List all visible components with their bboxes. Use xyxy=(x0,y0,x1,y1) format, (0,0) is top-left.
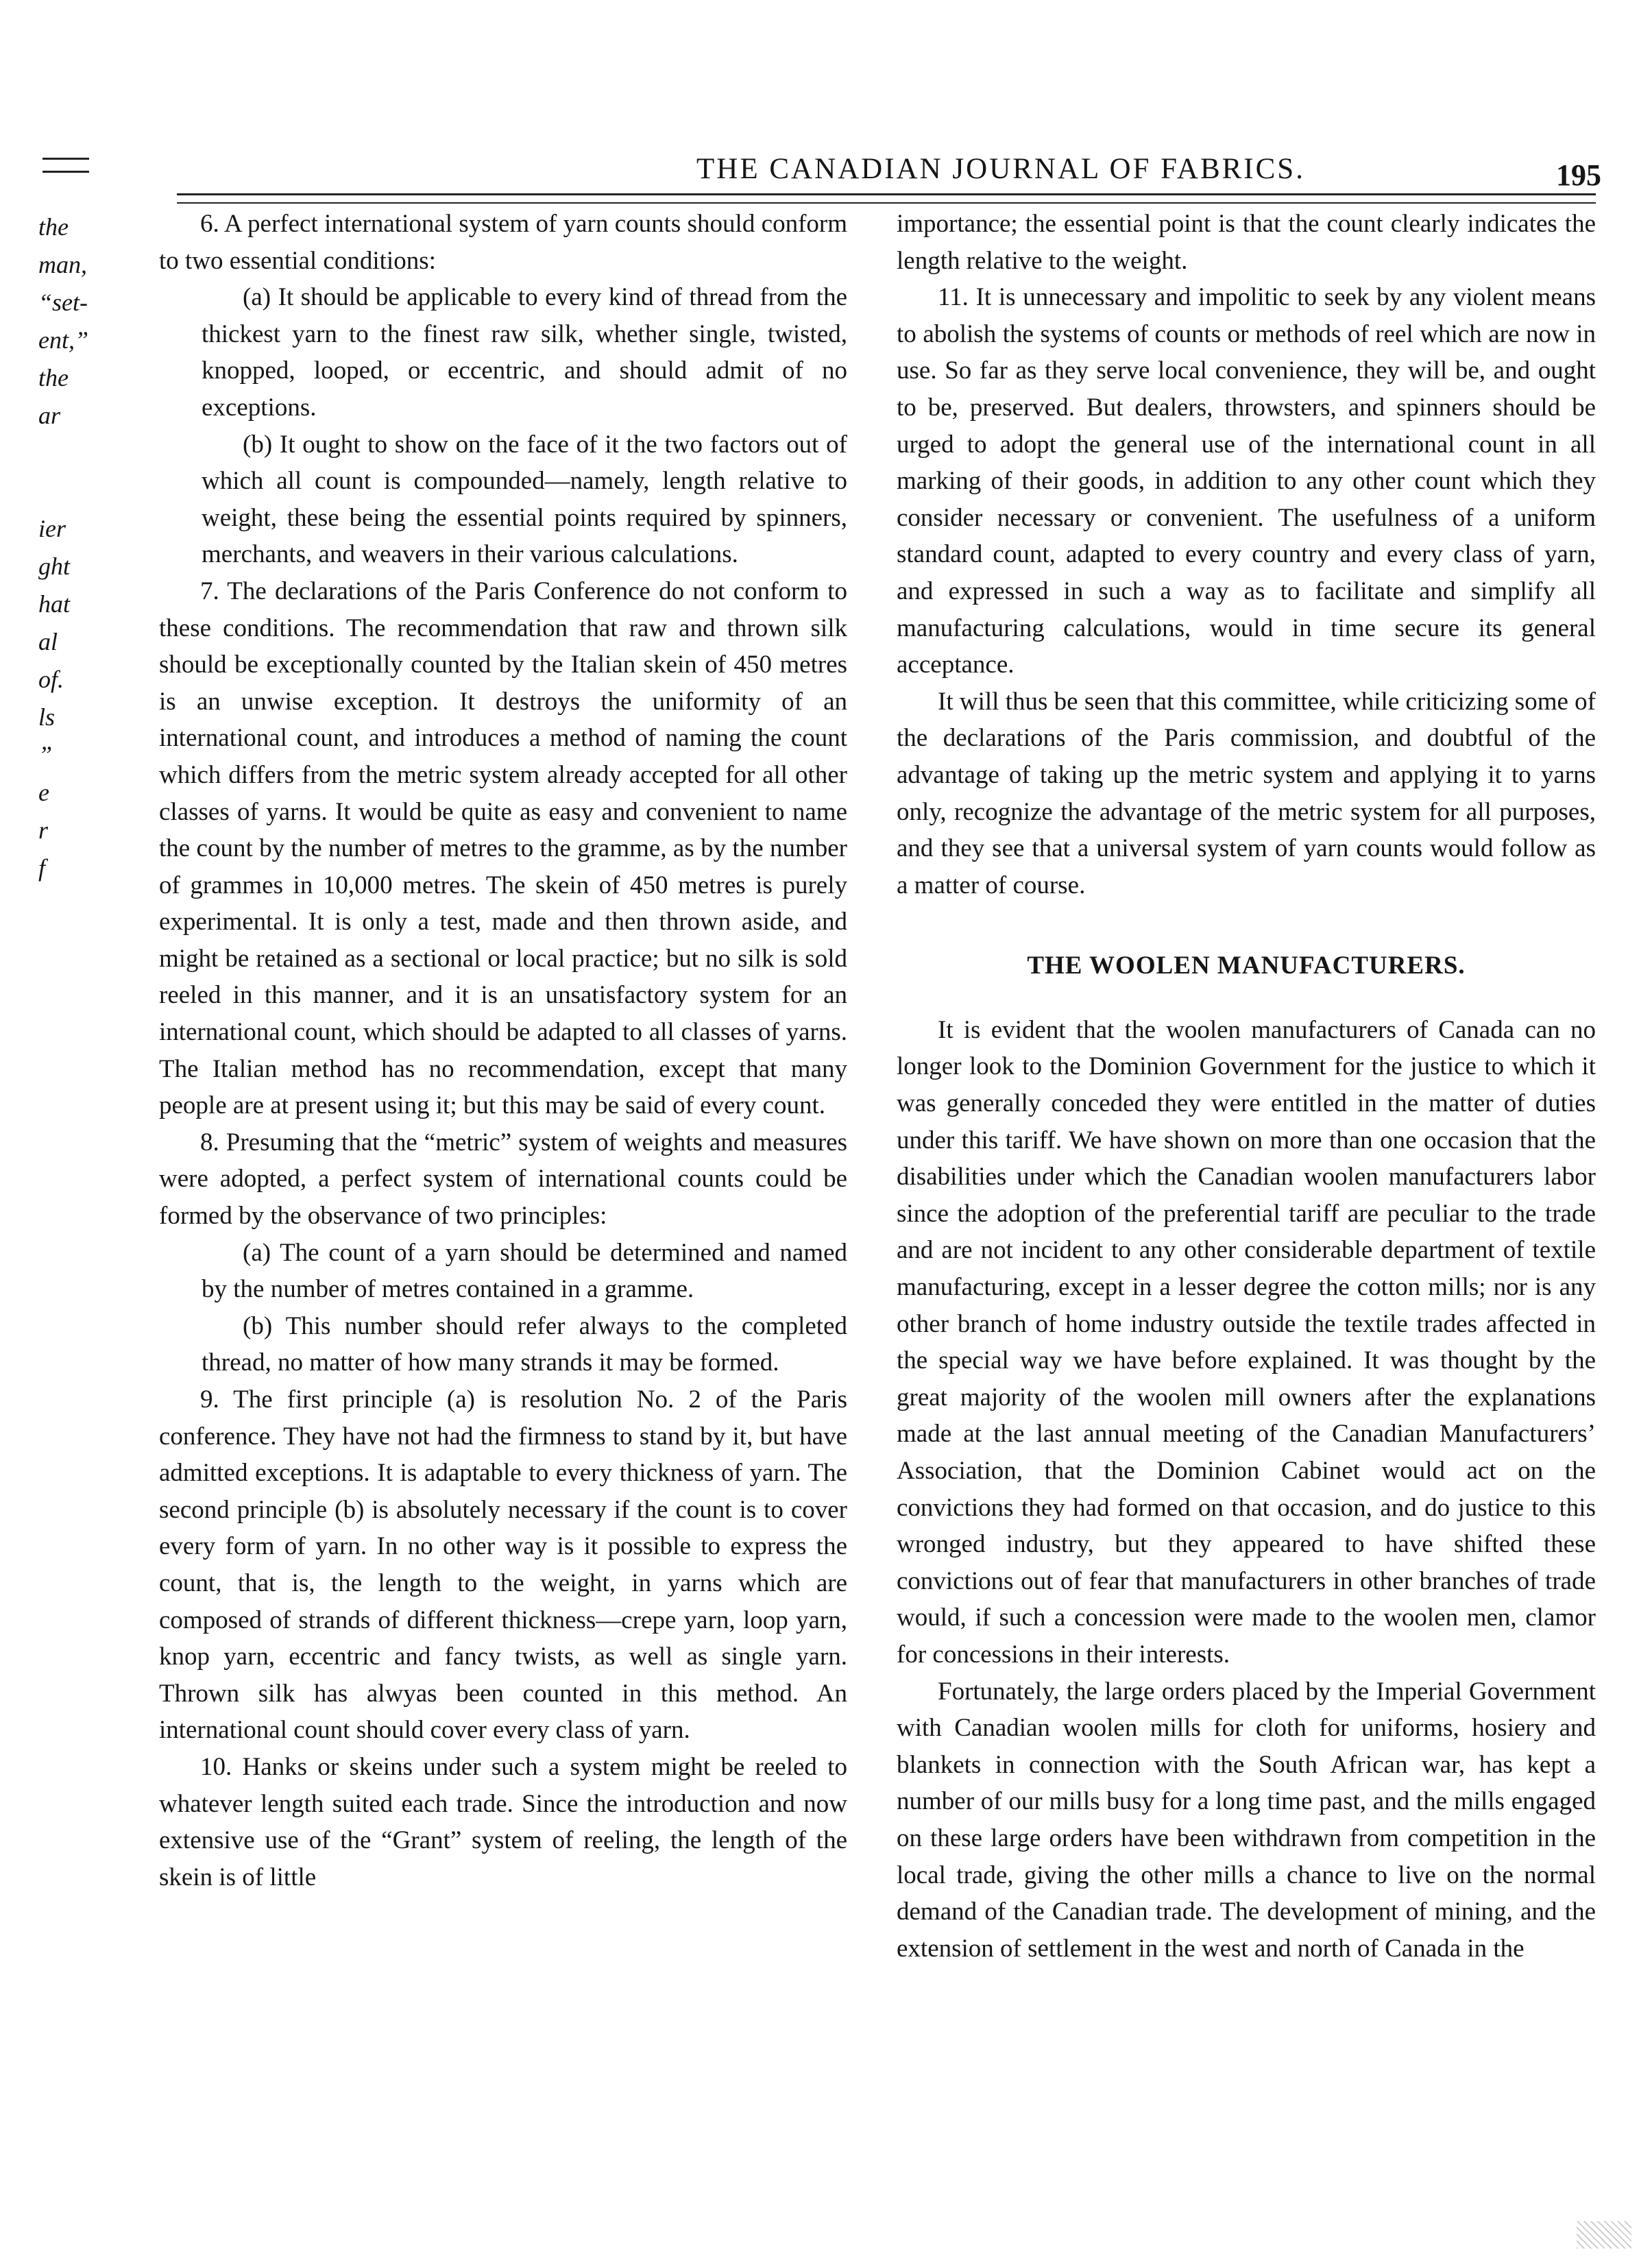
margin-fragment: of. xyxy=(38,666,64,693)
margin-fragment: the xyxy=(38,364,69,391)
print-blemish xyxy=(1577,2221,1631,2249)
margin-fragment: al xyxy=(38,628,58,655)
section-heading xyxy=(897,947,1596,984)
header-double-rule-mark xyxy=(42,158,89,173)
woolen-paragraph-1: It is evident that the woolen manufacturers of Canada can no longer look to the Dominion Government for the justice to which it was generally conceded they were entitled in the matter of duties under this tariff. We have shown on more than one occasion that the disabilities under which the Canadian woolen manufacturers labor since the adoption of the preferential tariff are peculiar to the trade and are not incident to any other considerable department of textile manufacturing, except in a lesser degree the cotton mills; nor is any other branch of home industry outside the textile trades affected in the special way we have before explained. It was thought by the great majority of the woolen mill owners after the explanations made at the last annual meeting of the Canadian Manufacturers’ Association, that the Dominion Cabinet would act on the convictions they had formed on that occasion, and do justice to this wronged industry, but they appeared to have shifted these convictions out of fear that manufacturers in other branches of trade would, if such a concession were made to the woolen men, clamor for concessions in their interests. xyxy=(897,1015,1596,1669)
paragraph-8-principle-a: (a) The count of a yarn should be determined and named by the number of metres contained in a gramme. xyxy=(202,1238,847,1304)
paragraph-10-continued: importance; the essential point is that the count clearly indicates the length relative to the weight. xyxy=(897,210,1596,275)
margin-fragment: f xyxy=(38,854,46,882)
margin-fragment: man, xyxy=(38,251,87,278)
page-number: 195 xyxy=(1556,158,1601,192)
margin-fragment: the xyxy=(38,213,69,241)
paragraph-8-principle-b: (b) This number should refer always to the completed thread, no matter of how many strands it may be formed. xyxy=(202,1311,847,1377)
paragraph-6-intro: 6. A perfect international system of yarn counts should conform to two essential conditions: xyxy=(159,210,847,275)
margin-fragment xyxy=(38,435,121,472)
committee-conclusion-paragraph: It will thus be seen that this committee, while criticizing some of the declarations of the Paris commission, and doubtful of the advantage of taking up the metric system and applying it to yarns only, recognize the advantage of the metric system for all purposes, and they see that a universal system of yarn counts would follow as a matter of course. xyxy=(897,687,1596,899)
header-rule xyxy=(177,193,1596,204)
left-column xyxy=(159,206,847,1895)
margin-fragment: ght xyxy=(38,553,71,580)
margin-fragment: ls xyxy=(38,703,56,731)
running-header-title: THE CANADIAN JOURNAL OF FABRICS. xyxy=(696,153,1305,185)
paragraph-9: 9. The first principle (a) is resolution No. 2 of the Paris conference. They have not had the firmness to stand by it, but have admitted exceptions. It is adaptable to every thickness of yarn. The second principle (b) is absolutely necessary if the count is to cover every form of yarn. In no other way is it possible to express the count, that is, the length to the weight, in yarns which are composed of strands of different thickness—crepe yarn, loop yarn, knop yarn, eccentric and fancy twists, as well as single yarn. Thrown silk has alwyas been counted in this method. An international count should cover every class of yarn. xyxy=(159,1385,847,1745)
margin-fragment: e xyxy=(38,779,49,806)
right-column xyxy=(897,206,1596,1967)
margin-fragment: ar xyxy=(38,402,61,429)
margin-fragment: ent,” xyxy=(38,326,89,354)
section-heading-text: THE WOOLEN MANUFACTURERS. xyxy=(1027,952,1466,980)
paragraph-10: 10. Hanks or skeins under such a system might be reeled to whatever length suited each trade. Since the introduction and now extensive use of the “Grant” system of reeling, the length of the skein is of little xyxy=(159,1752,847,1891)
margin-fragment: ” xyxy=(38,741,53,768)
margin-fragment xyxy=(38,472,121,510)
margin-fragment: “set- xyxy=(38,289,88,316)
margin-fragment: r xyxy=(38,816,49,844)
facing-page-margin-fragments xyxy=(38,208,121,887)
paragraph-6-condition-b: (b) It ought to show on the face of it the two factors out of which all count is compounded—namely, length relative to weight, these being the essential points required by spinners, merchants, and weavers in their various calculations. xyxy=(202,430,847,569)
woolen-paragraph-2: Fortunately, the large orders placed by the Imperial Government with Canadian woolen mills for cloth for uniforms, hosiery and blankets in connection with the South African war, has kept a number of our mills busy for a long time past, and the mills engaged on these large orders have been withdrawn from competition in the local trade, giving the other mills a chance to live on the normal demand of the Canadian trade. The development of mining, and the extension of settlement in the west and north of Canada in the xyxy=(897,1677,1596,1963)
paragraph-7: 7. The declarations of the Paris Conference do not conform to these conditions. The recommendation that raw and thrown silk should be exceptionally counted by the Italian skein of 450 metres is an unwise exception. It destroys the uniformity of an international count, and introduces a method of naming the count which differs from the metric system already accepted for all other classes of yarns. It would be quite as easy and convenient to name the count by the number of metres to the gramme, as by the number of grammes in 10,000 metres. The skein of 450 metres is purely experimental. It is only a test, made and then thrown aside, and might be retained as a sectional or local practice; but no silk is sold reeled in this manner, and it is an unsatisfactory system for an international count, which should be adapted to all classes of yarns. The Italian method has no recommendation, except that many people are at present using it; but this may be said of every count. xyxy=(159,577,847,1120)
paragraph-8-intro: 8. Presuming that the “metric” system of weights and measures were adopted, a perfect system of international counts could be formed by the observance of two principles: xyxy=(159,1128,847,1231)
paragraph-6-condition-a: (a) It should be applicable to every kind of thread from the thickest yarn to the finest raw silk, whether single, twisted, knopped, looped, or eccentric, and should admit of no exceptions. xyxy=(202,283,847,422)
margin-fragment: ier xyxy=(38,515,66,542)
paragraph-11: 11. It is unnecessary and impolitic to seek by any violent means to abolish the systems of counts or methods of reel which are now in use. So far as they serve local convenience, they will be, and ought to be, preserved. But dealers, throwsters, and spinners should be urged to adopt the general use of the international count in all marking of their goods, in addition to any other count which they consider necessary or convenient. The usefulness of a uniform standard count, adapted to every country and every class of yarn, and expressed in such a way as to facilitate and simplify all manufacturing calculations, would in time secure its general acceptance. xyxy=(897,283,1596,679)
margin-fragment: hat xyxy=(38,590,71,618)
